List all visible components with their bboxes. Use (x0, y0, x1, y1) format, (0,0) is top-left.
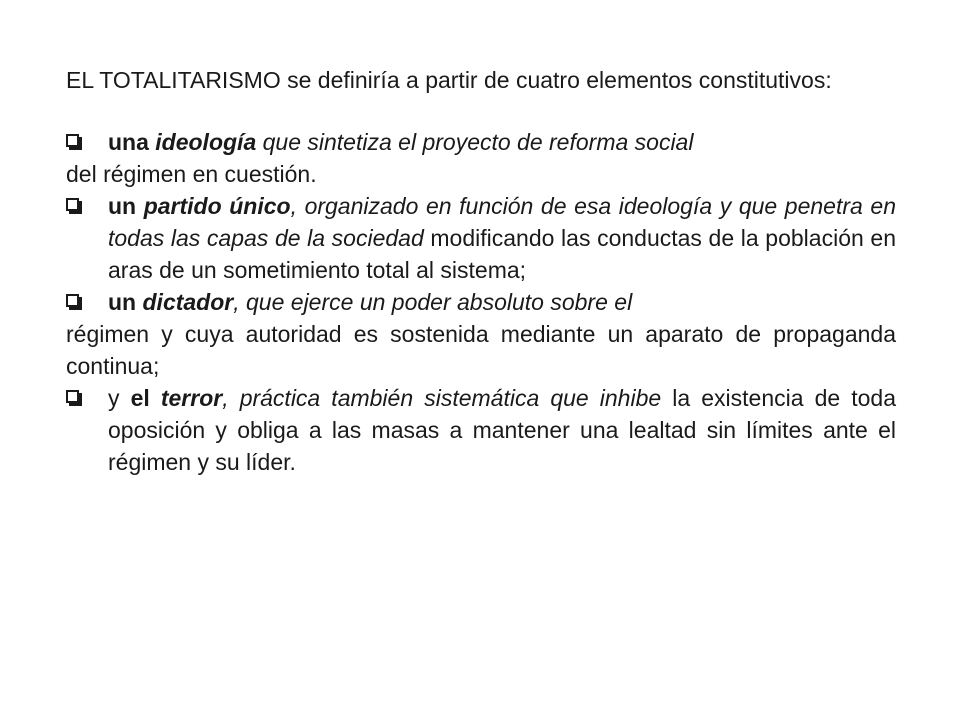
item-terror-prefix: y (108, 385, 131, 411)
checkbox-bullet-icon (66, 134, 79, 147)
item-dictador-desc: , que ejerce un poder absoluto sobre el (233, 289, 633, 315)
item-terror-desc: , práctica también sistemática que inhibe (222, 385, 662, 411)
item-partido-term: partido único (143, 193, 291, 219)
item-ideologia-term: ideología (155, 129, 257, 155)
intro-text: se definiría a partir de cuatro elementos constitutivos: (280, 67, 832, 93)
item-terror-rest: la existencia de toda oposición y obliga a las masas a mantener una lealtad sin límites ante el régimen y su líder. (108, 385, 897, 475)
item-terror-lead: el (130, 385, 161, 411)
item-ideologia-desc: que sintetiza el proyecto de reforma social (256, 129, 694, 155)
intro-heading: EL TOTALITARISMO (66, 67, 281, 93)
list-item-ideologia (66, 126, 896, 158)
checkbox-bullet-icon (66, 390, 79, 403)
item-partido-desc: , organizado en función de esa ideología y que penetra en todas las capas de la sociedad (108, 193, 896, 251)
list-item-terror (66, 382, 896, 478)
list-item-dictador (66, 286, 896, 318)
item-partido-rest: modificando las conductas de la población en aras de un sometimiento total al sistema; (108, 225, 896, 283)
item-partido-lead: un (108, 193, 144, 219)
slide-content (66, 64, 896, 478)
checkbox-bullet-icon (66, 198, 79, 211)
item-dictador-lead: un (108, 289, 143, 315)
intro-paragraph (66, 64, 896, 96)
item-ideologia-continuation: del régimen en cuestión. (66, 161, 317, 187)
item-dictador-term: dictador (142, 289, 234, 315)
item-terror-term: terror (160, 385, 223, 411)
list-item-partido (66, 190, 896, 286)
checkbox-bullet-icon (66, 294, 79, 307)
item-ideologia-lead: una (108, 129, 156, 155)
item-dictador-continuation: régimen y cuya autoridad es sostenida mediante un aparato de propaganda continua; (66, 321, 896, 379)
